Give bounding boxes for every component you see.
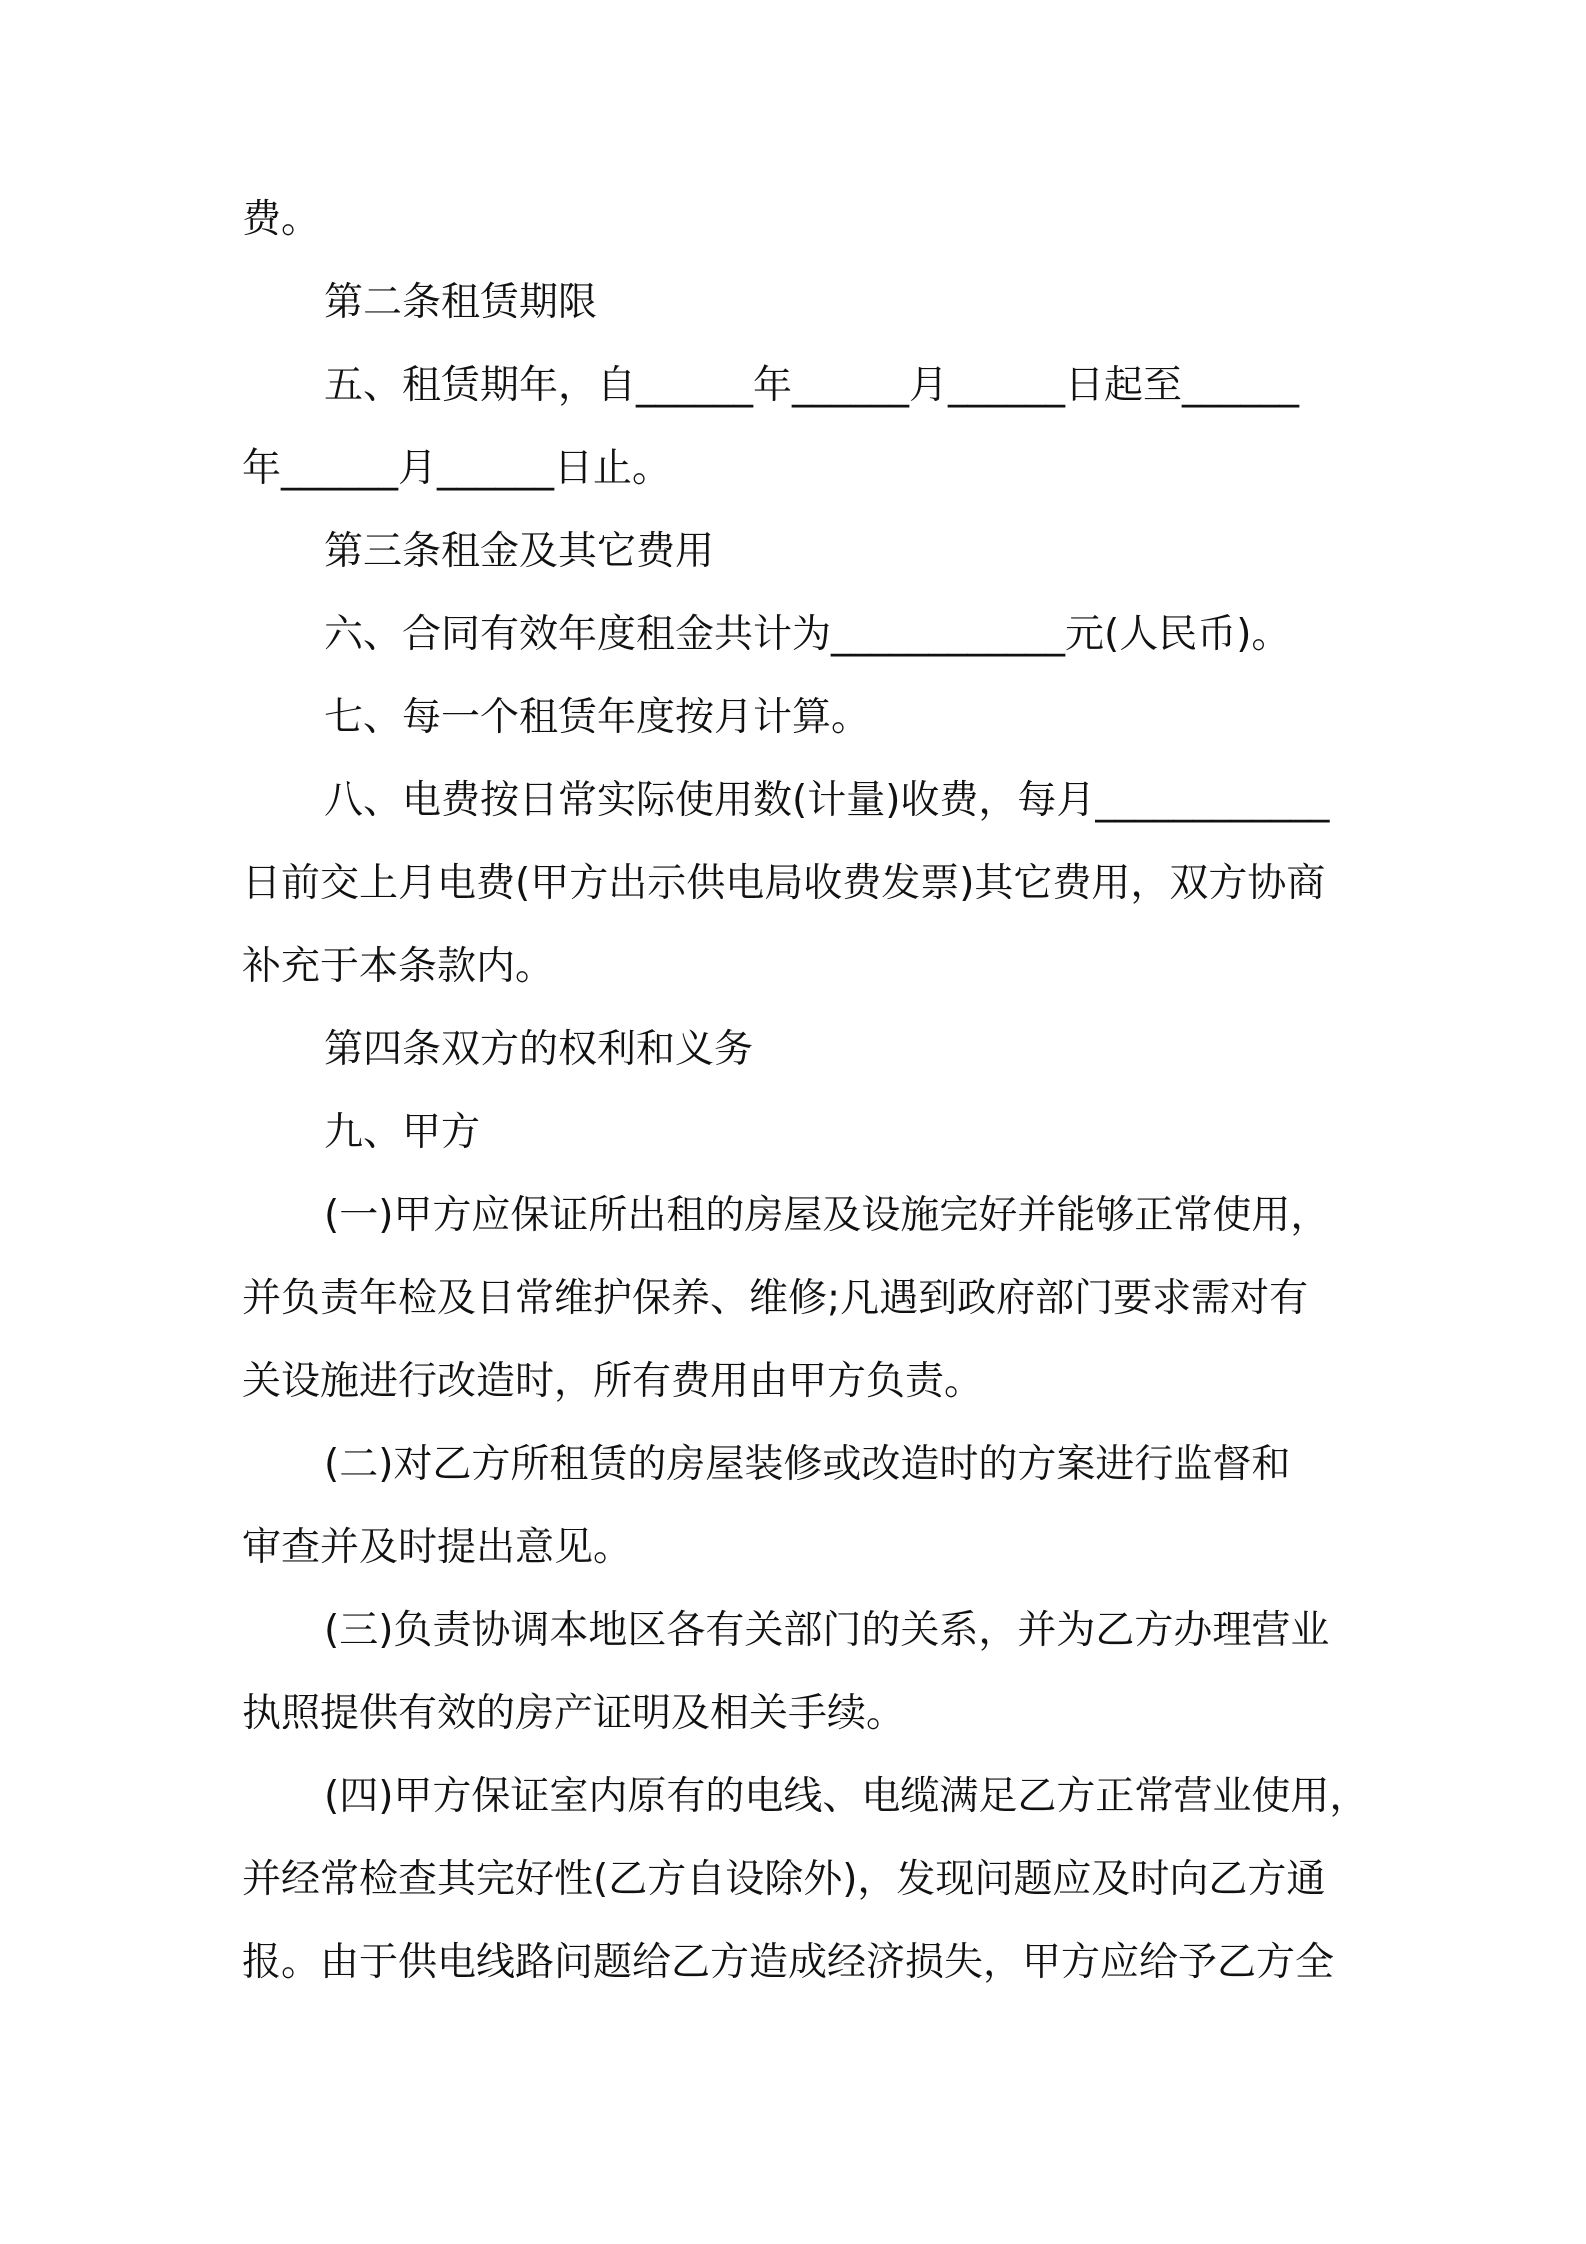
text-line-1: 费。 [242,197,321,242]
item-4-line-2: 并经常检查其完好性(乙方自设除外)，发现问题应及时向乙方通 [242,1857,1326,1902]
clause-5-line-2: 年______月______日止。 [242,446,672,491]
item-3-line-1: (三)负责协调本地区各有关部门的关系，并为乙方办理营业 [324,1608,1330,1653]
article-2-heading: 第二条租赁期限 [324,280,598,325]
item-2-line-1: (二)对乙方所租赁的房屋装修或改造时的方案进行监督和 [324,1442,1291,1487]
clause-8-line-1: 八、电费按日常实际使用数(计量)收费，每月____________ [324,778,1330,823]
item-3-line-2: 执照提供有效的房产证明及相关手续。 [242,1691,906,1736]
item-1-line-2: 并负责年检及日常维护保养、维修;凡遇到政府部门要求需对有 [242,1276,1309,1321]
item-4-line-3: 报。由于供电线路问题给乙方造成经济损失，甲方应给予乙方全 [242,1940,1335,1985]
clause-5-line-1: 五、租赁期年，自______年______月______日起至______ [324,363,1300,408]
clause-6: 六、合同有效年度租金共计为____________元(人民币)。 [324,612,1291,657]
clause-7: 七、每一个租赁年度按月计算。 [324,695,871,740]
item-2-line-2: 审查并及时提出意见。 [242,1525,633,1570]
clause-8-line-2: 日前交上月电费(甲方出示供电局收费发票)其它费用，双方协商 [242,861,1326,906]
article-3-heading: 第三条租金及其它费用 [324,529,715,574]
item-4-line-1: (四)甲方保证室内原有的电线、电缆满足乙方正常营业使用， [324,1774,1369,1819]
article-4-heading: 第四条双方的权利和义务 [324,1027,754,1072]
item-1-line-1: (一)甲方应保证所出租的房屋及设施完好并能够正常使用， [324,1193,1330,1238]
clause-9-heading: 九、甲方 [324,1110,481,1155]
item-1-line-3: 关设施进行改造时，所有费用由甲方负责。 [242,1359,984,1404]
clause-8-line-3: 补充于本条款内。 [242,944,555,989]
